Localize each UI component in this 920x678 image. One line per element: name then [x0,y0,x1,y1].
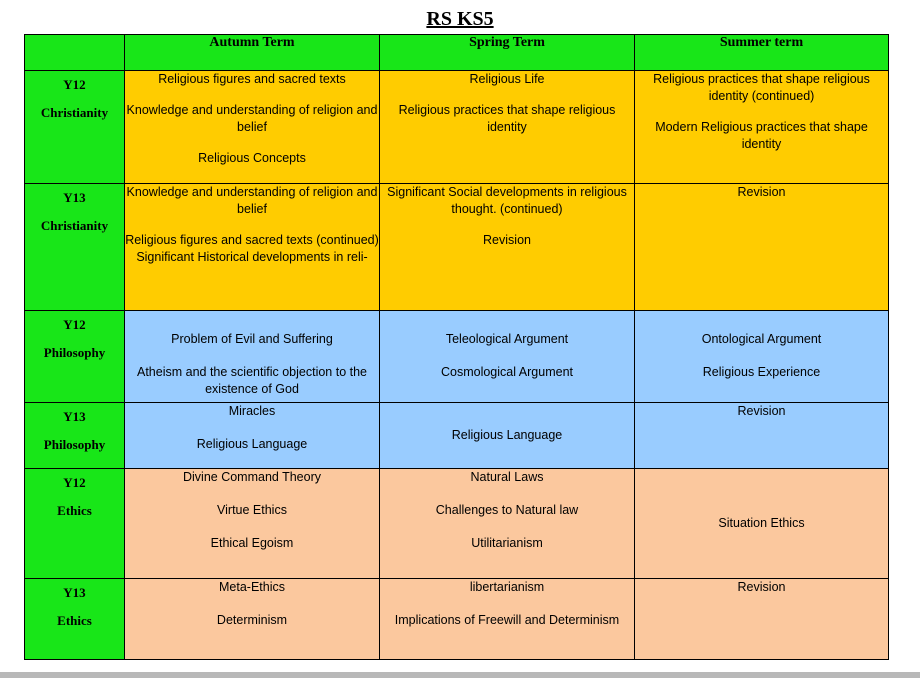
topic: Religious Concepts [198,151,306,165]
topic: Situation Ethics [718,516,805,530]
spring-cell [380,184,635,311]
table-row [25,579,889,660]
topic: Teleological Argument [445,332,569,346]
topic: Knowledge and understanding of religion and belief [126,103,378,134]
window-bottom-border [0,672,920,678]
topic: Utilitarianism [471,536,543,550]
autumn-cell [125,71,380,184]
curriculum-table [24,34,889,660]
row-label [25,71,125,184]
topic: Ontological Argument [701,332,822,346]
topic: Revision [737,580,786,594]
subject-label: Philosophy [43,437,106,452]
topic: Significant Social developments in religious thought. (continued) [387,185,627,216]
subject-label: Ethics [57,613,92,628]
topic: Revision [737,185,786,199]
topic: libertarianism [469,580,545,594]
topic: Significant Historical developments in reli- [136,250,368,264]
topic: Religious practices that shape religious identity (continued) [653,72,870,103]
topic: Religious Life [469,72,545,86]
table-row [25,469,889,579]
autumn-cell [125,403,380,469]
year-label: Y12 [63,77,86,92]
spring-cell [380,469,635,579]
year-label: Y13 [63,585,86,600]
summer-cell [635,311,889,403]
summer-term-header: Summer term [635,35,889,71]
autumn-cell [125,184,380,311]
spring-cell [380,71,635,184]
topic: Religious figures and sacred texts (continued) [125,233,379,247]
topic: Ethical Egoism [210,536,294,550]
summer-cell [635,403,889,469]
row-label [25,311,125,403]
table-row [25,403,889,469]
subject-label: Christianity [40,105,109,120]
topic: Knowledge and understanding of religion and belief [126,185,378,216]
year-label: Y13 [63,190,86,205]
subject-label: Christianity [40,218,109,233]
subject-label: Ethics [57,503,92,518]
topic: Natural Laws [470,470,544,484]
topic: Divine Command Theory [182,470,322,484]
summer-cell [635,579,889,660]
topic: Atheism and the scientific objection to the existence of God [137,365,367,396]
table-row [25,184,889,311]
topic: Religious Language [451,428,563,442]
topic: Modern Religious practices that shape identity [655,120,868,151]
topic: Religious figures and sacred texts [158,72,346,86]
summer-cell [635,71,889,184]
summer-cell [635,469,889,579]
topic: Religious practices that shape religious identity [398,103,616,134]
table-row [25,311,889,403]
topic: Virtue Ethics [217,503,287,517]
row-label [25,403,125,469]
year-label: Y12 [63,317,86,332]
row-label [25,469,125,579]
topic: Religious Experience [702,365,821,379]
topic: Meta-Ethics [219,580,285,594]
autumn-cell [125,579,380,660]
autumn-term-header: Autumn Term [125,35,380,71]
spring-cell [380,403,635,469]
topic: Problem of Evil and Suffering [171,332,333,346]
header-row [25,35,889,71]
row-label [25,579,125,660]
table-row [25,71,889,184]
topic: Revision [483,233,531,247]
spring-cell [380,311,635,403]
spring-term-header: Spring Term [380,35,635,71]
topic: Challenges to Natural law [435,503,579,517]
topic: Religious Language [196,437,308,451]
subject-label: Philosophy [43,345,106,360]
autumn-cell [125,311,380,403]
page-title: RS KS5 [426,8,494,30]
topic: Miracles [228,404,276,418]
year-label: Y13 [63,409,86,424]
row-label [25,184,125,311]
corner-header [25,35,125,71]
topic: Determinism [216,613,288,627]
summer-cell [635,184,889,311]
year-label: Y12 [63,475,86,490]
topic: Cosmological Argument [440,365,573,379]
topic: Implications of Freewill and Determinism [394,613,620,627]
autumn-cell [125,469,380,579]
topic: Revision [737,404,786,418]
spring-cell [380,579,635,660]
